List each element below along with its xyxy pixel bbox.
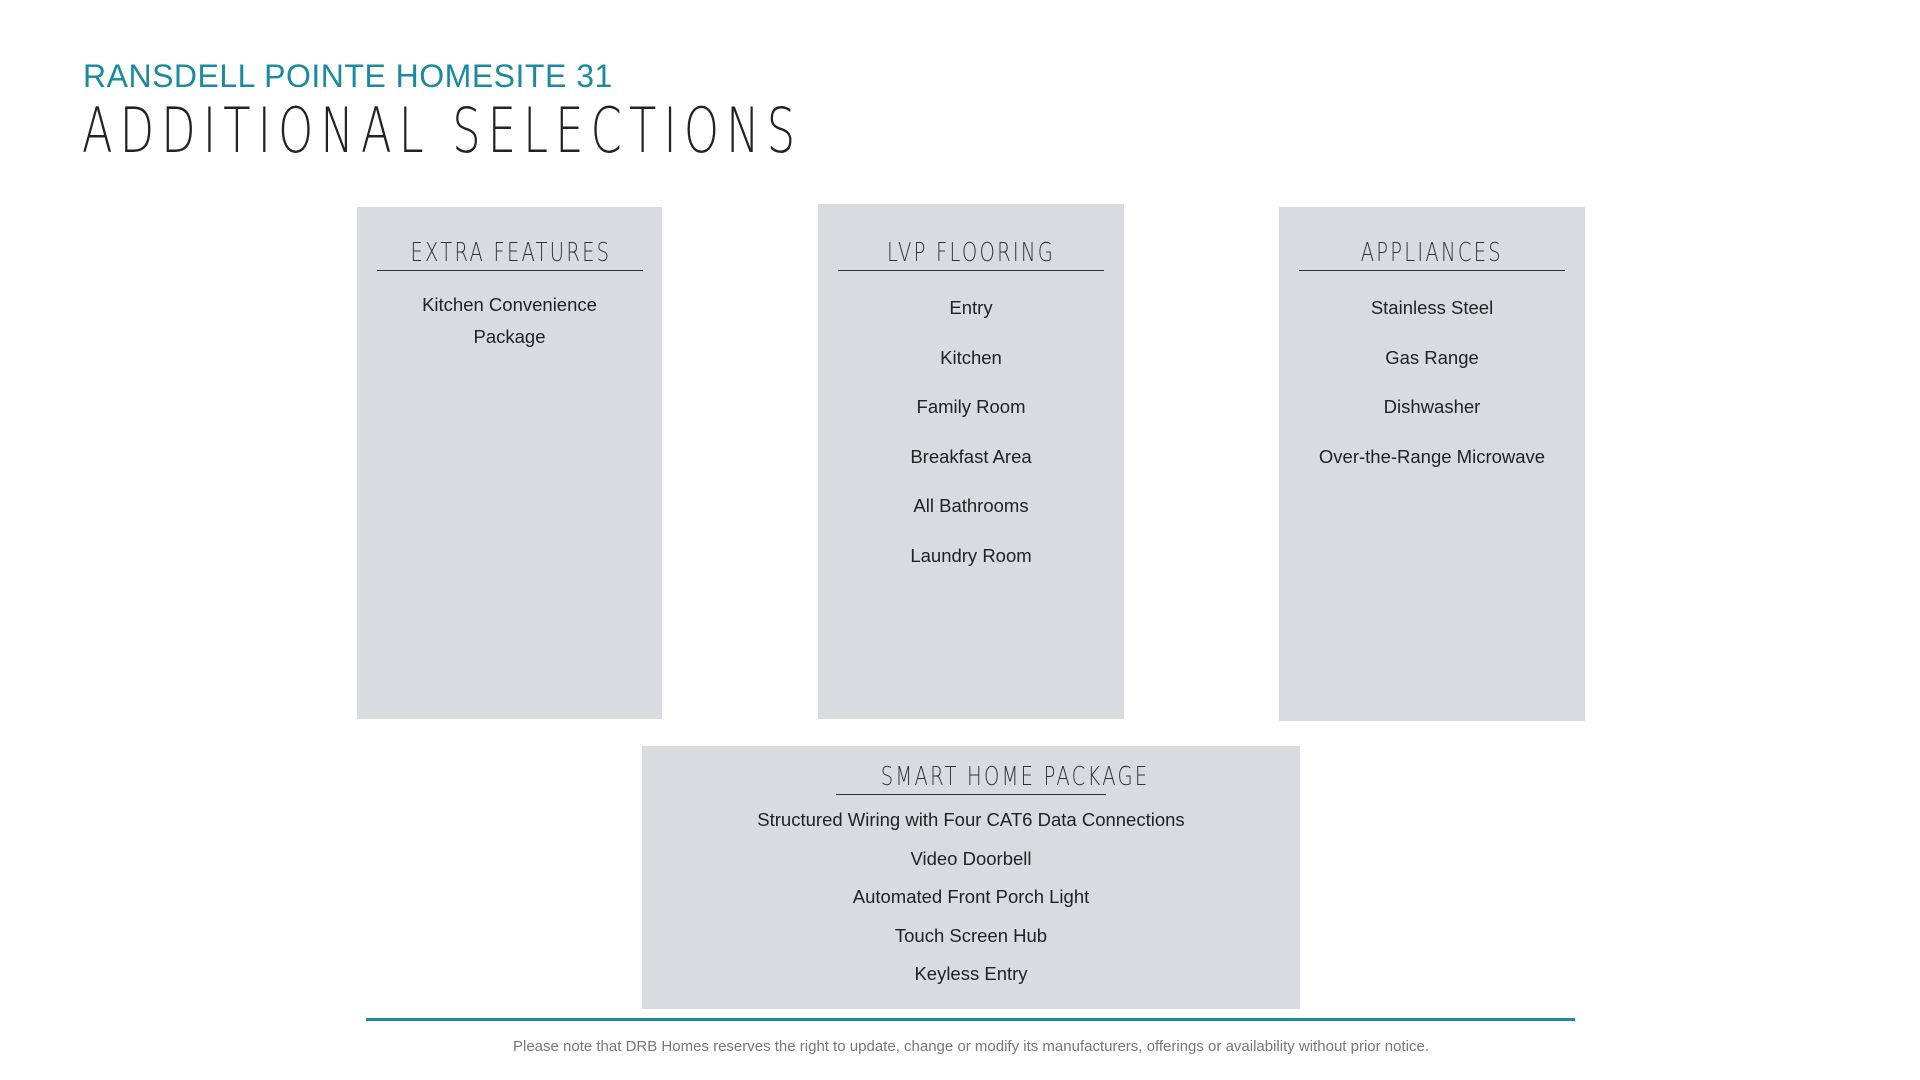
appliances-card <box>1279 207 1585 721</box>
list-item: Kitchen <box>940 346 1002 368</box>
list-item: All Bathrooms <box>913 495 1029 516</box>
list-item: Dishwasher <box>1383 396 1481 417</box>
list-item: Family Room <box>916 396 1026 417</box>
page-subtitle: RANSDELL POINTE HOMESITE 31 <box>83 58 613 94</box>
list-item: Video Doorbell <box>910 847 1032 869</box>
card-heading: EXTRA FEATURES <box>377 237 643 271</box>
list-item: Touch Screen Hub <box>894 924 1048 946</box>
lvp-flooring-card <box>818 204 1124 719</box>
list-item: Laundry Room <box>910 544 1032 566</box>
card-heading: APPLIANCES <box>1299 237 1565 271</box>
card-items <box>642 801 1300 994</box>
disclaimer-text: Please note that DRB Homes reserves the right to update, change or modify its manufacturers, offerings or availability without prior notice. <box>512 1038 1429 1055</box>
card-heading: SMART HOME PACKAGE <box>836 761 1106 795</box>
list-item: Kitchen Convenience Package <box>422 294 597 347</box>
list-item: Breakfast Area <box>910 445 1032 467</box>
extra-features-card <box>357 207 662 719</box>
list-item: Stainless Steel <box>1370 297 1494 318</box>
card-heading: LVP FLOORING <box>838 237 1104 271</box>
page-title: ADDITIONAL SELECTIONS <box>82 94 803 167</box>
list-item: Structured Wiring with Four CAT6 Data Connections <box>757 809 1185 830</box>
list-item: Keyless Entry <box>914 963 1028 984</box>
smart-home-package-card <box>642 746 1300 1009</box>
footer-divider <box>366 1018 1575 1021</box>
list-item: Gas Range <box>1385 346 1479 368</box>
card-items <box>1279 283 1585 481</box>
card-items <box>357 289 662 353</box>
card-items <box>818 283 1124 580</box>
list-item: Over-the-Range Microwave <box>1318 445 1546 467</box>
list-item: Automated Front Porch Light <box>852 886 1090 907</box>
list-item: Entry <box>949 297 993 318</box>
